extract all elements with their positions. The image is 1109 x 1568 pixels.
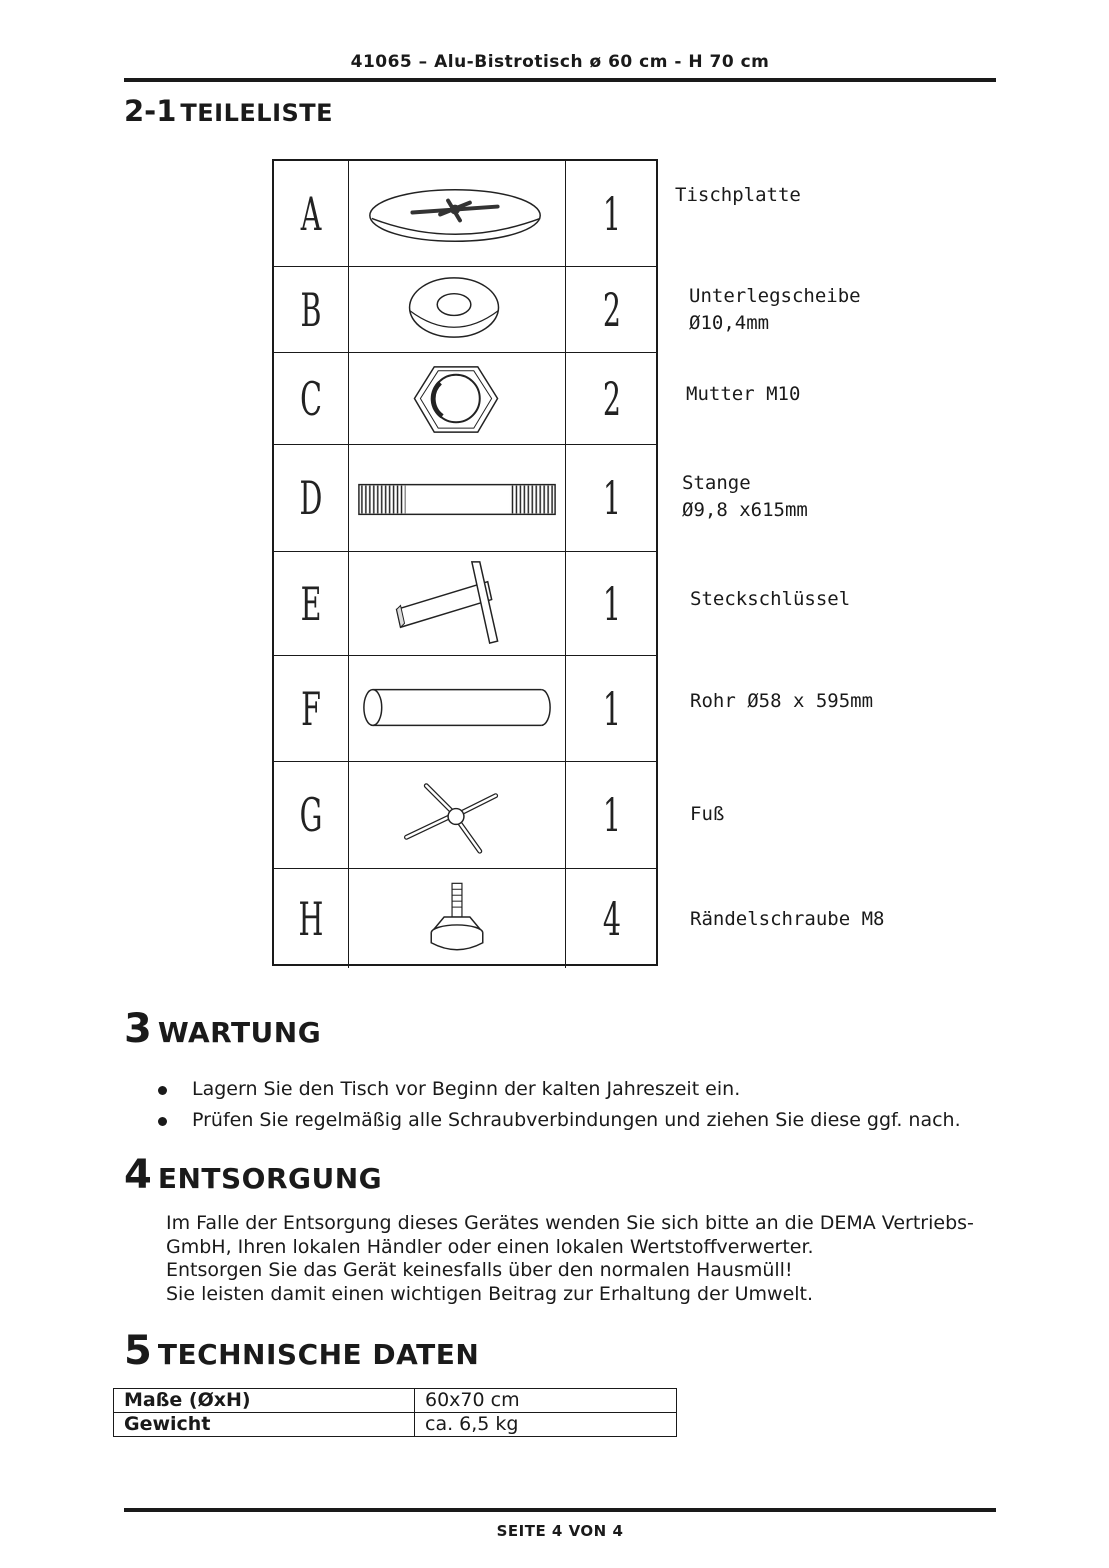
tech-data-table	[113, 1388, 677, 1437]
parts-row-c	[274, 353, 656, 445]
bullet-icon	[158, 1117, 167, 1126]
part-label-a: Tischplatte	[675, 184, 801, 206]
footer-rule	[124, 1508, 996, 1512]
part-quantity: 1	[602, 471, 622, 525]
section-heading-tech-data	[124, 1328, 479, 1374]
list-item: Lagern Sie den Tisch vor Beginn der kalten Jahreszeit ein.	[156, 1074, 1016, 1105]
part-label-d: Stange Ø9,8 x615mm	[682, 472, 808, 521]
part-letter: G	[299, 788, 323, 842]
tech-key: Maße (ØxH)	[114, 1389, 415, 1413]
part-quantity: 4	[602, 891, 622, 946]
document-header-title: 41065 – Alu-Bistrotisch ø 60 cm - H 70 cm	[350, 52, 770, 72]
part-letter: H	[298, 891, 324, 946]
part-letter: A	[300, 186, 322, 241]
part-quantity: 1	[602, 788, 622, 842]
section-title: WARTUNG	[157, 1016, 322, 1049]
part-quantity: 1	[602, 186, 622, 241]
part-label-f: Rohr Ø58 x 595mm	[690, 690, 874, 712]
tube-icon	[349, 656, 565, 761]
part-label-c: Mutter M10	[686, 383, 801, 405]
parts-row-e	[274, 552, 656, 656]
section-number: 3	[124, 1006, 152, 1052]
section-title: TEILELISTE	[180, 99, 334, 127]
part-label-g: Fuß	[690, 803, 725, 825]
section-heading-disposal	[124, 1152, 382, 1198]
cross-foot-icon	[349, 762, 565, 868]
parts-row-g	[274, 762, 656, 869]
section-number: 5	[124, 1328, 152, 1374]
maintenance-list	[156, 1074, 1016, 1136]
tech-value: ca. 6,5 kg	[415, 1413, 677, 1437]
part-quantity: 1	[602, 576, 622, 631]
disposal-text	[166, 1212, 1006, 1306]
part-quantity: 2	[602, 371, 622, 426]
disposal-line: Entsorgen Sie das Gerät keinesfalls über den normalen Hausmüll!	[166, 1259, 793, 1281]
part-label-h: Rändelschraube M8	[690, 908, 885, 930]
parts-table	[272, 159, 658, 966]
part-letter: D	[299, 471, 323, 525]
bullet-icon	[158, 1086, 167, 1095]
part-letter: E	[300, 576, 322, 631]
section-number: 4	[124, 1152, 152, 1198]
section-title: TECHNISCHE DATEN	[157, 1338, 480, 1371]
header-rule	[124, 78, 996, 82]
washer-icon	[349, 267, 565, 352]
parts-row-b	[274, 267, 656, 353]
disposal-line: Im Falle der Entsorgung dieses Gerätes wenden Sie sich bitte an die DEMA Vertriebs-	[166, 1212, 974, 1234]
tech-value: 60x70 cm	[415, 1389, 677, 1413]
part-quantity: 1	[602, 681, 622, 736]
disposal-line: GmbH, Ihren lokalen Händler oder einen lokalen Wertstoffverwerter.	[166, 1235, 814, 1258]
part-letter: B	[300, 282, 322, 337]
parts-row-a	[274, 161, 656, 267]
part-letter: C	[300, 371, 322, 426]
socket-wrench-icon	[349, 552, 565, 655]
threaded-rod-icon	[349, 445, 565, 551]
list-item: Prüfen Sie regelmäßig alle Schraubverbindungen und ziehen Sie diese ggf. nach.	[156, 1105, 1016, 1136]
table-top-icon	[349, 161, 565, 266]
section-heading-maintenance	[124, 1006, 321, 1052]
table-row	[114, 1413, 677, 1437]
tech-key: Gewicht	[114, 1413, 415, 1437]
part-letter: F	[301, 681, 321, 736]
disposal-line: Sie leisten damit einen wichtigen Beitrag zur Erhaltung der Umwelt.	[166, 1282, 814, 1305]
table-row	[114, 1389, 677, 1413]
part-quantity: 2	[602, 282, 622, 337]
part-label-e: Steckschlüssel	[690, 588, 851, 610]
part-label-b: Unterlegscheibe Ø10,4mm	[689, 285, 861, 334]
page-number: SEITE 4 VON 4	[496, 1522, 624, 1540]
knurled-screw-icon	[349, 869, 565, 968]
section-number: 2-1	[124, 94, 177, 128]
parts-row-h	[274, 869, 656, 968]
section-title: ENTSORGUNG	[157, 1162, 383, 1195]
section-heading-parts-list	[124, 94, 333, 128]
parts-row-f	[274, 656, 656, 762]
hex-nut-icon	[349, 353, 565, 444]
parts-row-d	[274, 445, 656, 552]
